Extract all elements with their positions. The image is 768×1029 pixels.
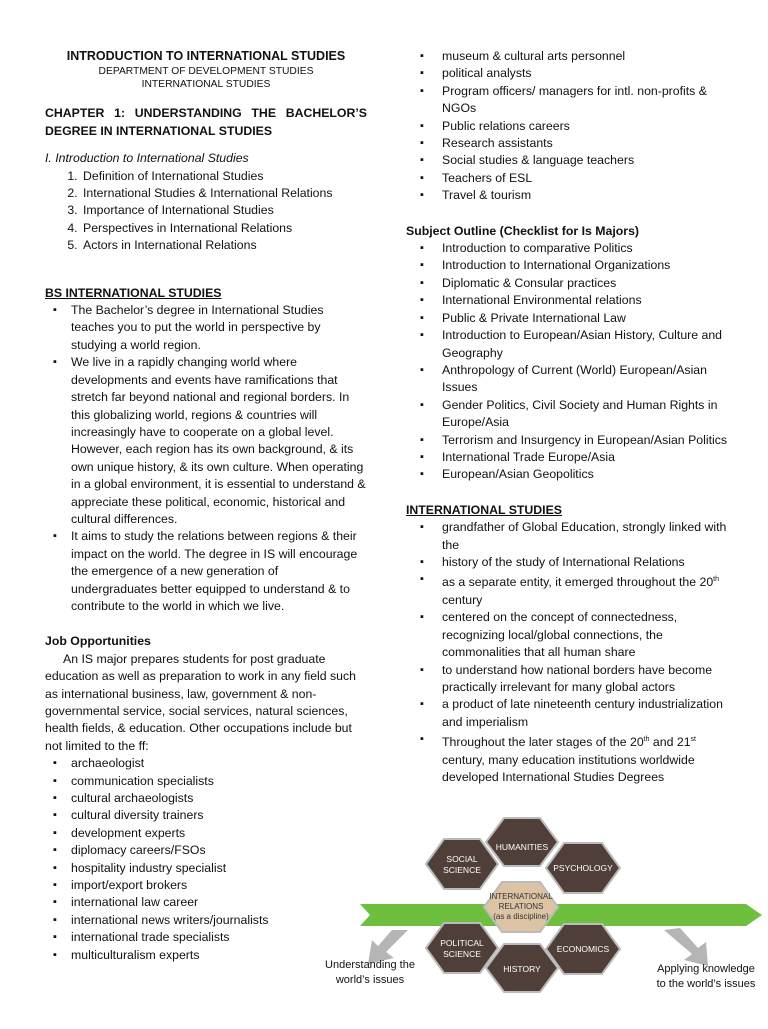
bs-heading: BS INTERNATIONAL STUDIES bbox=[45, 285, 222, 300]
list-item: ▪ international trade specialists bbox=[71, 929, 367, 946]
list-item: ▪ Social studies & language teachers bbox=[442, 152, 736, 169]
list-item: ▪ international law career bbox=[71, 894, 367, 911]
list-item: ▪ multiculturalism experts bbox=[71, 947, 367, 964]
intro-list bbox=[45, 168, 367, 255]
list-item: ▪ The Bachelor’s degree in International Studies teaches you to put the world in perspective by studying a world region. bbox=[71, 302, 367, 354]
list-item: ▪ as a separate entity, it emerged throughout the 20th century bbox=[442, 571, 736, 609]
jobs-list-right bbox=[406, 48, 736, 205]
list-item: ▪ Teachers of ESL bbox=[442, 170, 736, 187]
list-item: ▪ development experts bbox=[71, 825, 367, 842]
department-label: DEPARTMENT OF DEVELOPMENT STUDIES bbox=[98, 66, 314, 78]
jobs-intro: An IS major prepares students for post graduate education as well as preparation to work in any field such as international business, law, government & non-governmental service, social services, natural sciences, health fields, & education. Other occupations include but not limited to the ff: bbox=[45, 651, 357, 753]
list-item: ▪ cultural diversity trainers bbox=[71, 807, 367, 824]
list-item: ▪ cultural archaeologists bbox=[71, 790, 367, 807]
list-item: ▪ to understand how national borders have become practically irrelevant for many global actors bbox=[442, 662, 736, 697]
list-item: ▪ Research assistants bbox=[442, 135, 736, 152]
center-label-2: RELATIONS bbox=[498, 902, 544, 911]
political-label-1: POLITICAL bbox=[440, 938, 484, 948]
left-caption: Understanding the world’s issues bbox=[325, 959, 415, 986]
left-column bbox=[45, 48, 367, 964]
list-item: ▪ Diplomatic & Consular practices bbox=[442, 275, 736, 292]
list-item: ▪ We live in a rapidly changing world where developments and events have ramifications that stretch far beyond national and regional borders. In this globalizing world, regions & countries will increasingly have to cooperate on a global level. However, each region has its own background, & its own unique history, & its own culture. When operating in a global environment, it is essential to understand & appreciate these political, economic, historical and cultural differences. bbox=[71, 354, 367, 528]
list-item: ▪ museum & cultural arts personnel bbox=[442, 48, 736, 65]
list-item: ▪ political analysts bbox=[442, 65, 736, 82]
green-band bbox=[360, 904, 762, 926]
list-item: 2. International Studies & International Relations bbox=[81, 185, 367, 202]
history-label: HISTORY bbox=[503, 964, 541, 974]
list-item: ▪ hospitality industry specialist bbox=[71, 860, 367, 877]
list-item: ▪ centered on the concept of connectedness, recognizing local/global connections, the commonalities that all human share bbox=[442, 609, 736, 661]
program-label: INTERNATIONAL STUDIES bbox=[141, 79, 271, 91]
list-item: ▪ International Environmental relations bbox=[442, 292, 736, 309]
disciplines-diagram bbox=[325, 812, 768, 1024]
list-item: 1. Definition of International Studies bbox=[81, 168, 367, 185]
outline-heading: Subject Outline (Checklist for Is Majors) bbox=[406, 223, 639, 238]
jobs-list-left bbox=[45, 755, 367, 964]
document-title: INTRODUCTION TO INTERNATIONAL STUDIES bbox=[66, 49, 346, 63]
list-item: ▪ Introduction to comparative Politics bbox=[442, 240, 736, 257]
right-arrow-icon bbox=[664, 928, 708, 966]
list-item: ▪ diplomacy careers/FSOs bbox=[71, 842, 367, 859]
hexagon-diagram bbox=[356, 812, 768, 1024]
list-item: 3. Importance of International Studies bbox=[81, 202, 367, 219]
right-column bbox=[406, 48, 736, 786]
list-item: ▪ Terrorism and Insurgency in European/Asian Politics bbox=[442, 432, 736, 449]
list-item: ▪ It aims to study the relations between regions & their impact on the world. The degree in IS will encourage the emergence of a new generation of undergraduates better equipped to understand & to contribute to the world in which we live. bbox=[71, 528, 367, 615]
humanities-label: HUMANITIES bbox=[495, 842, 549, 852]
list-item: ▪ grandfather of Global Education, strongly linked with the bbox=[442, 519, 736, 554]
center-label-1: INTERNATIONAL bbox=[489, 892, 553, 901]
list-item: ▪ Program officers/ managers for intl. non-profits & NGOs bbox=[442, 83, 736, 118]
list-item: ▪ international news writers/journalists bbox=[71, 912, 367, 929]
list-item: ▪ Anthropology of Current (World) European/Asian Issues bbox=[442, 362, 736, 397]
right-caption: Applying knowledge to the world’s issues bbox=[656, 963, 756, 990]
social-science-hex bbox=[426, 839, 498, 889]
list-item: ▪ a product of late nineteenth century industrialization and imperialism bbox=[442, 696, 736, 731]
list-item: ▪ Gender Politics, Civil Society and Human Rights in Europe/Asia bbox=[442, 397, 736, 432]
list-item: ▪ Introduction to International Organizations bbox=[442, 257, 736, 274]
social-label-2: SCIENCE bbox=[443, 865, 481, 875]
list-item: 4. Perspectives in International Relations bbox=[81, 220, 367, 237]
list-item: ▪ European/Asian Geopolitics bbox=[442, 466, 736, 483]
is-list bbox=[406, 519, 736, 786]
psychology-label: PSYCHOLOGY bbox=[553, 863, 613, 873]
chapter-title: CHAPTER 1: UNDERSTANDING THE BACHELOR’S DEGREE IN INTERNATIONAL STUDIES bbox=[45, 106, 367, 138]
list-item: ▪ Public relations careers bbox=[442, 118, 736, 135]
bs-list bbox=[45, 302, 367, 615]
outline-list bbox=[406, 240, 736, 484]
list-item: ▪ International Trade Europe/Asia bbox=[442, 449, 736, 466]
center-label-3: (as a discipline) bbox=[493, 912, 549, 921]
list-item: ▪ archaeologist bbox=[71, 755, 367, 772]
list-item: ▪ Public & Private International Law bbox=[442, 310, 736, 327]
list-item: ▪ Introduction to European/Asian History, Culture and Geography bbox=[442, 327, 736, 362]
economics-label: ECONOMICS bbox=[556, 944, 610, 954]
intro-heading: I. Introduction to International Studies bbox=[45, 151, 249, 166]
political-label-2: SCIENCE bbox=[443, 949, 481, 959]
list-item: ▪ Travel & tourism bbox=[442, 187, 736, 204]
is-heading: INTERNATIONAL STUDIES bbox=[406, 502, 562, 517]
list-item: ▪ import/export brokers bbox=[71, 877, 367, 894]
social-label-1: SOCIAL bbox=[446, 854, 478, 864]
list-item: ▪ history of the study of International Relations bbox=[442, 554, 736, 571]
jobs-heading: Job Opportunities bbox=[45, 634, 151, 649]
list-item: ▪ communication specialists bbox=[71, 773, 367, 790]
list-item: 5. Actors in International Relations bbox=[81, 237, 367, 254]
list-item: ▪ Throughout the later stages of the 20th and 21st century, many education institutions worldwide developed International Studies Degrees bbox=[442, 731, 736, 786]
